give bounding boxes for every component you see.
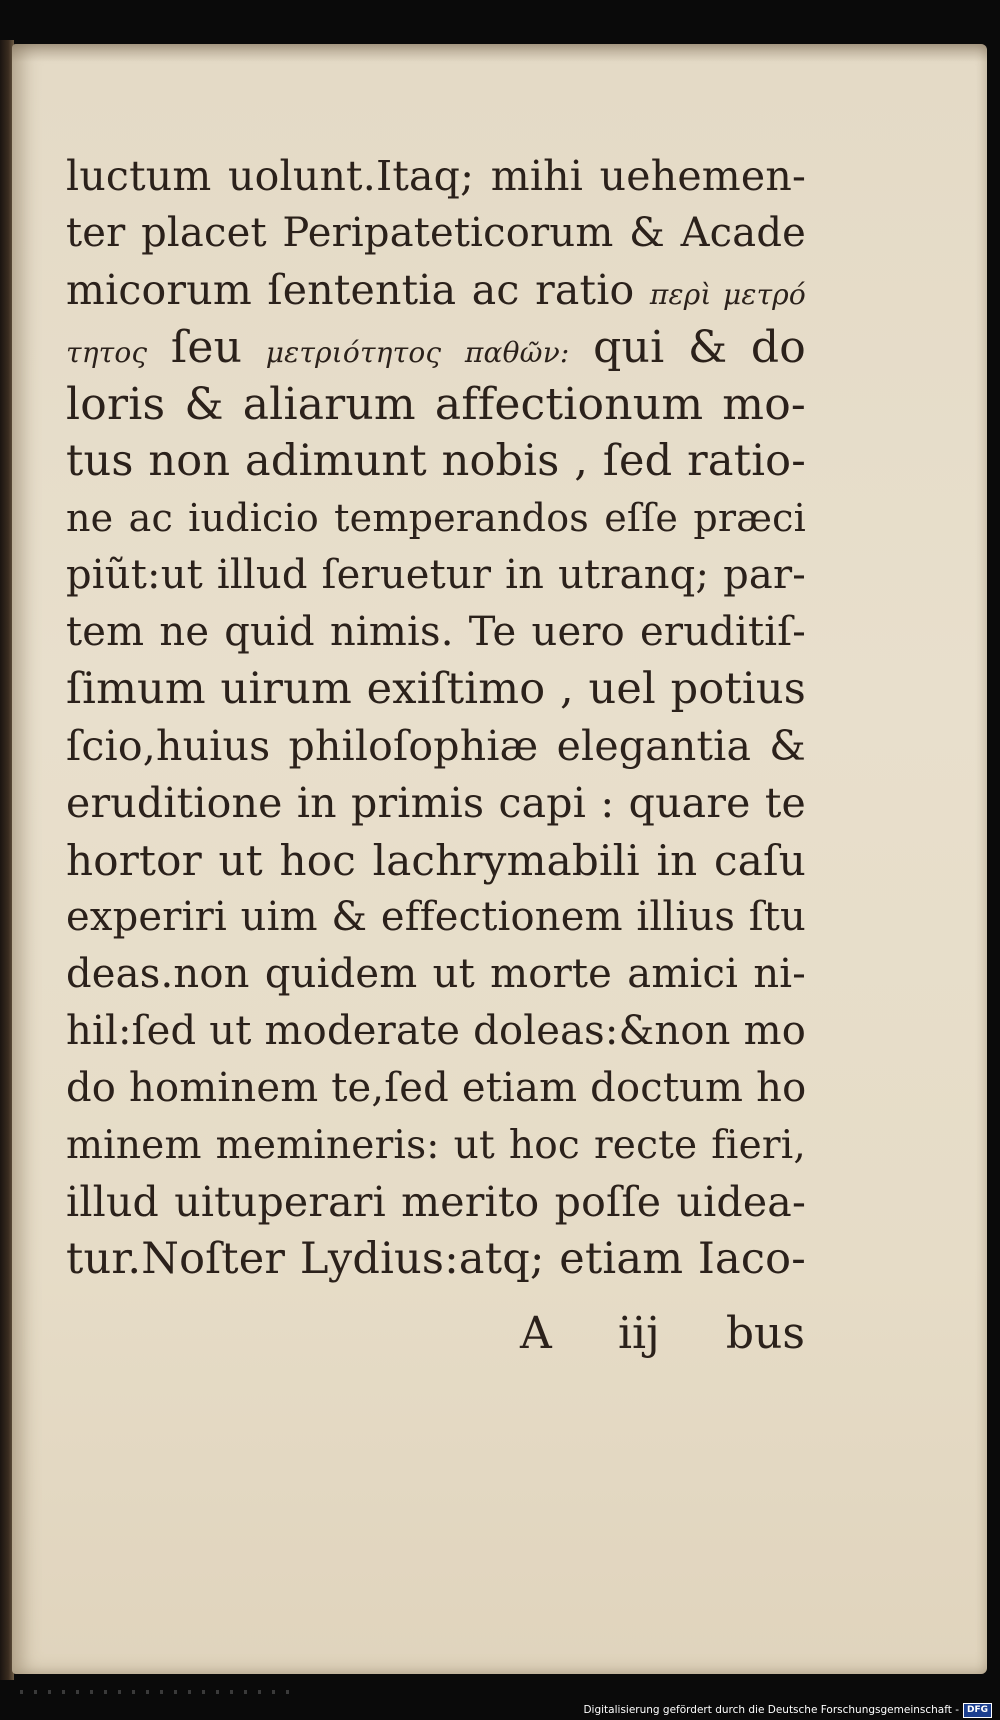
credit-text: Digitalisierung gefördert durch die Deutsche Forschungsgemeinschaft -	[583, 1704, 959, 1716]
signature-number: iij	[617, 1308, 660, 1359]
text-line-with-greek	[66, 319, 806, 376]
text-line: deas.non quidem ut morte amici ni-	[66, 951, 806, 997]
greek-phrase: τητος	[66, 336, 148, 369]
text-line: eruditione in primis capi : quare te	[66, 779, 806, 827]
signature-mark: A	[520, 1308, 552, 1359]
digitization-credit	[583, 1702, 992, 1718]
text-line-with-greek	[66, 262, 806, 319]
text-line: piũt:ut illud ſeruetur in utranq; par-	[66, 552, 806, 598]
latin-phrase: ſeu	[170, 322, 243, 373]
catchword: bus	[725, 1308, 805, 1359]
text-line: tus non adimunt nobis , ſed ratio-	[66, 436, 806, 486]
greek-phrase: περὶ μετρό	[649, 278, 806, 311]
text-line: luctum uolunt.Itaq; mihi uehemen-	[66, 152, 806, 200]
latin-phrase: qui & do	[593, 322, 806, 373]
text-line: do hominem te,ſed etiam doctum ho	[66, 1065, 807, 1111]
text-line: ſimum uirum exiſtimo , uel potius	[66, 664, 806, 714]
latin-phrase: micorum ſententia ac ratio	[66, 266, 635, 314]
page-top-shadow	[12, 44, 987, 62]
text-line: hil:ſed ut moderate doleas:&non mo	[66, 1008, 806, 1054]
greek-phrase: παθῶν:	[464, 336, 570, 369]
scan-edge-dots	[20, 1690, 300, 1694]
text-line: ne ac iudicio temperandos eſſe præci	[66, 496, 806, 540]
signature-line	[520, 1305, 805, 1362]
text-line: ſcio,huius philoſophiæ elegantia &	[66, 722, 806, 770]
text-line: experiri uim & effectionem illius ſtu	[66, 894, 806, 940]
text-line: ter placet Peripateticorum & Acade	[66, 210, 806, 256]
text-line: illud uituperari merito poſſe uidea-	[66, 1178, 806, 1226]
text-line: loris & aliarum affectionum mo-	[66, 379, 806, 430]
text-line: hortor ut hoc lachrymabili in caſu	[66, 836, 806, 885]
text-line: tem ne quid nimis. Te uero eruditiſ-	[66, 609, 806, 655]
page-text-block	[66, 148, 806, 1288]
dfg-logo: DFG	[963, 1703, 992, 1718]
greek-phrase: μετριότητος	[265, 336, 442, 369]
text-line: minem memineris: ut hoc recte fieri,	[66, 1123, 806, 1168]
text-line: tur.Noſter Lydius:atq; etiam Iaco-	[66, 1234, 806, 1284]
